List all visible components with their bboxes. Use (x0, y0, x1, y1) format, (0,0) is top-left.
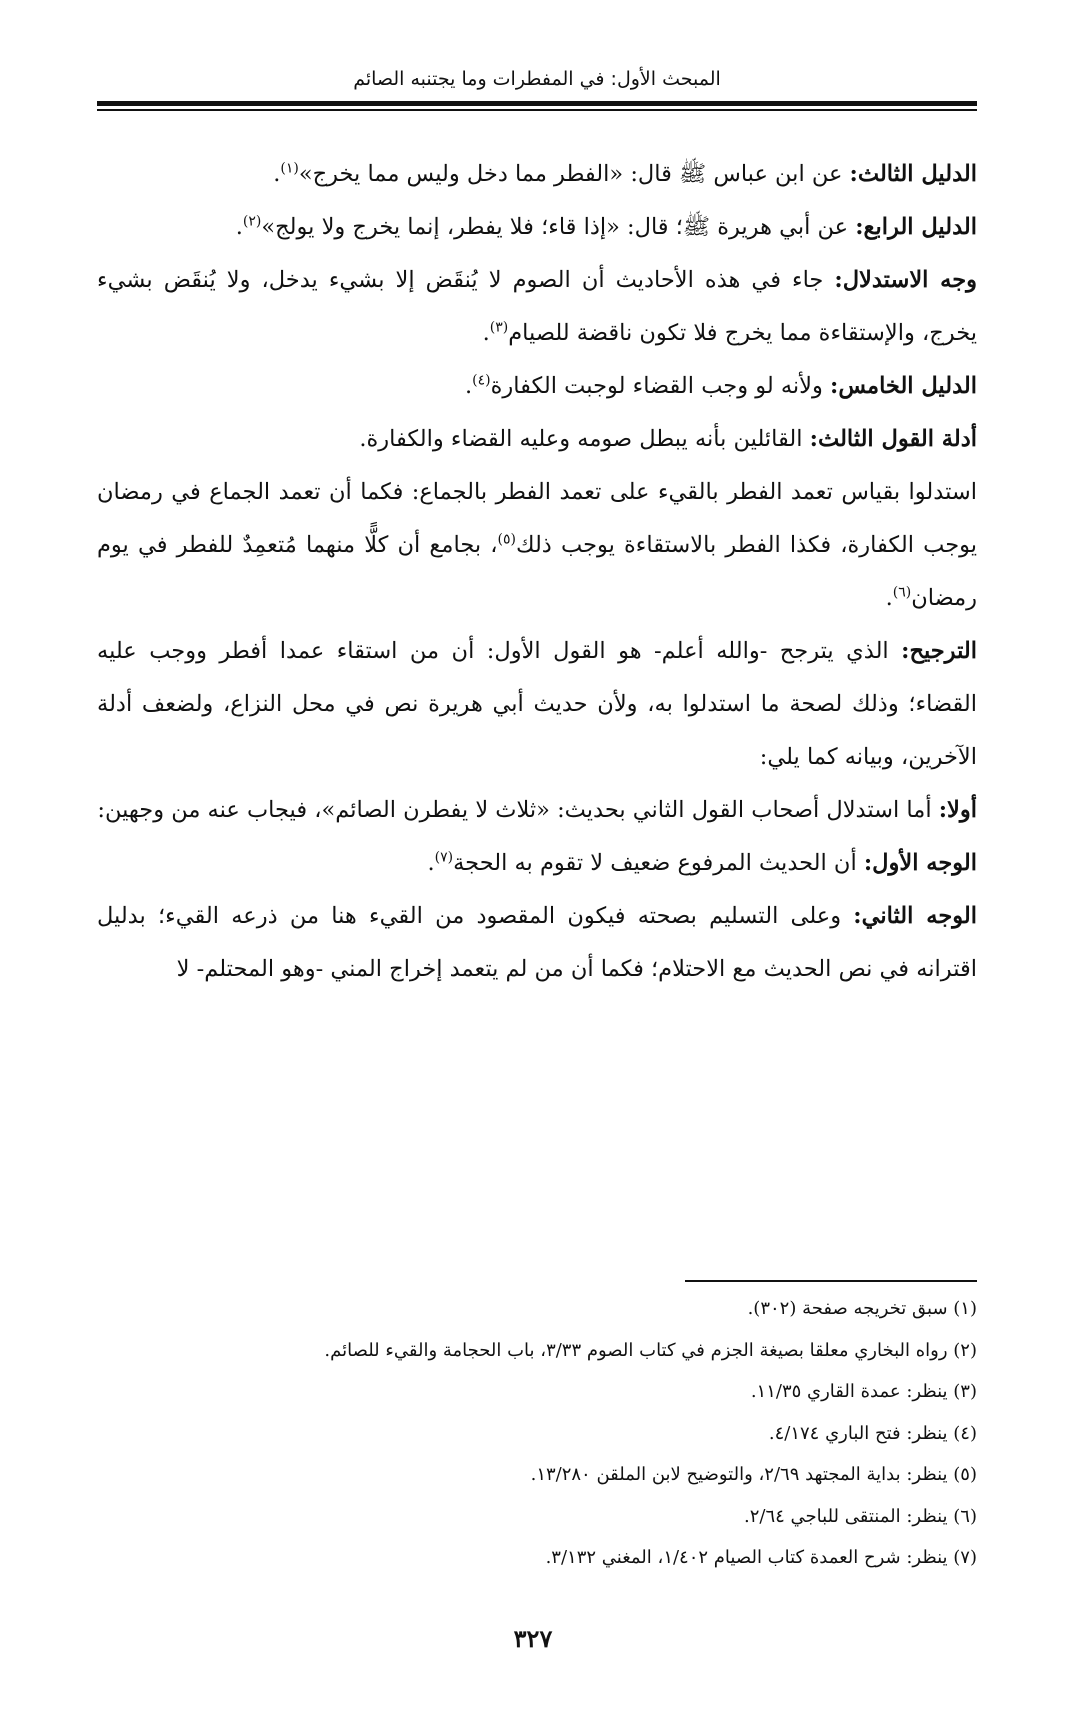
paragraph-inference (97, 254, 977, 360)
footnote-3: (٣) ينظر: عمدة القاري ١١/٣٥. (750, 1381, 977, 1402)
paragraph-text: ولأنه لو وجب القضاء لوجبت الكفارة (490, 373, 831, 399)
paragraph-third-opinion (97, 413, 977, 466)
footnote-4: (٤) ينظر: فتح الباري ٤/١٧٤. (768, 1422, 977, 1444)
paragraph-end: . (273, 161, 281, 187)
footnote-ref[interactable]: (٦) (892, 584, 912, 601)
paragraph-text-continued: ، بجامع أن كلًّا منهما مُتعمِدٌ للفطر في يوم رمضان (97, 532, 977, 611)
paragraph-text: عن أبي هريرة ﷺ؛ قال: «إذا قاء؛ فلا يفطر، إنما يخرج ولا يولج» (261, 214, 856, 240)
paragraph-end: . (885, 585, 893, 611)
footnote-7: (٧) ينظر: شرح العمدة كتاب الصيام ١/٤٠٢، المغني ٣/١٣٢. (545, 1547, 977, 1568)
footnote-ref[interactable]: (٥) (497, 531, 516, 548)
page-number: ٣٢٧ (513, 1624, 553, 1653)
footnote-ref[interactable]: (٣) (489, 319, 509, 336)
paragraph-first (97, 784, 977, 837)
paragraph-label: الوجه الثاني: (853, 903, 977, 929)
paragraph-text: استدلوا بقياس تعمد الفطر بالقيء على تعمد الفطر بالجماع: فكما أن تعمد الجماع في رمضان يوجب الكفارة، فكذا الفطر بالاستقاءة يوجب ذلك (97, 479, 977, 558)
footnote-5: (٥) ينظر: بداية المجتهد ٢/٦٩، والتوضيح لابن الملقن ١٣/٢٨٠. (530, 1464, 977, 1485)
paragraph-first-aspect (97, 837, 977, 890)
paragraph-text: الذي يترجح -والله أعلم- هو القول الأول: أن من استقاء عمدا أفطر ووجب عليه القضاء؛ وذلك لصحة ما استدلوا به، ولأن حديث أبي هريرة نص في محل النزاع، ولضعف أدلة الآخرين، وبيانه كما يلي: (97, 638, 977, 770)
paragraph-text: عن ابن عباس ﷺ قال: «الفطر مما دخل وليس مما يخرج» (298, 161, 850, 187)
paragraph-preference (97, 625, 977, 784)
paragraph-text: أن الحديث المرفوع ضعيف لا تقوم به الحجة (453, 850, 864, 876)
paragraph-analogy (97, 466, 977, 625)
paragraph-label: الدليل الرابع: (855, 214, 977, 240)
footnote-2: (٢) رواه البخاري معلقا بصيغة الجزم في كتاب الصوم ٣/٣٣، باب الحجامة والقيء للصائم. (324, 1339, 977, 1361)
paragraph-text: وعلى التسليم بصحته فيكون المقصود من القيء هنا من ذرعه القيء؛ بدليل اقترانه في نص الحديث مع الاحتلام؛ فكما أن من لم يتعمد إخراج المني -وهو المحتلم- لا (97, 903, 977, 982)
paragraph-label: الدليل الخامس: (830, 373, 977, 399)
paragraph-second-aspect (97, 890, 977, 996)
main-text (97, 148, 977, 996)
paragraph-fourth-evidence (97, 201, 977, 254)
paragraph-end: . (464, 373, 473, 399)
paragraph-label: أولا: (938, 797, 977, 823)
header-rule-thick (97, 101, 977, 106)
footnote-ref[interactable]: (١) (280, 160, 299, 177)
paragraph-end: . (482, 320, 490, 346)
paragraph-label: الوجه الأول: (863, 850, 977, 876)
footnote-ref[interactable]: (٢) (242, 213, 262, 230)
footnotes (97, 1288, 977, 1579)
footnote-1: (١) سبق تخريجه صفحة (٣٠٢). (747, 1298, 977, 1319)
paragraph-text: أما استدلال أصحاب القول الثاني بحديث: «ثلاث لا يفطرن الصائم»، فيجاب عنه من وجهين: (97, 797, 939, 823)
paragraph-end: . (427, 850, 435, 876)
footnote-ref[interactable]: (٤) (472, 372, 491, 389)
footnote-separator (685, 1280, 977, 1282)
paragraph-text: القائلين بأنه يبطل صومه وعليه القضاء والكفارة. (359, 426, 810, 452)
running-header: المبحث الأول: في المفطرات وما يجتنبه الصائم (353, 68, 721, 90)
paragraph-label: وجه الاستدلال: (834, 267, 977, 293)
paragraph-label: الترجيح: (901, 638, 977, 664)
paragraph-label: الدليل الثالث: (849, 161, 977, 187)
paragraph-end: . (235, 214, 243, 240)
footnote-ref[interactable]: (٧) (434, 849, 454, 866)
header-rule-thin (97, 109, 977, 111)
paragraph-label: أدلة القول الثالث: (809, 426, 977, 452)
paragraph-fifth-evidence (97, 360, 977, 413)
footnote-6: (٦) ينظر: المنتقى للباجي ٢/٦٤. (744, 1505, 977, 1527)
paragraph-third-evidence (97, 148, 977, 201)
paragraph-text: جاء في هذه الأحاديث أن الصوم لا يُنقَض إلا بشيء يدخل، ولا يُنقَض بشيء يخرج، والإستقاءة مما يخرج فلا تكون ناقضة للصيام (97, 267, 977, 346)
